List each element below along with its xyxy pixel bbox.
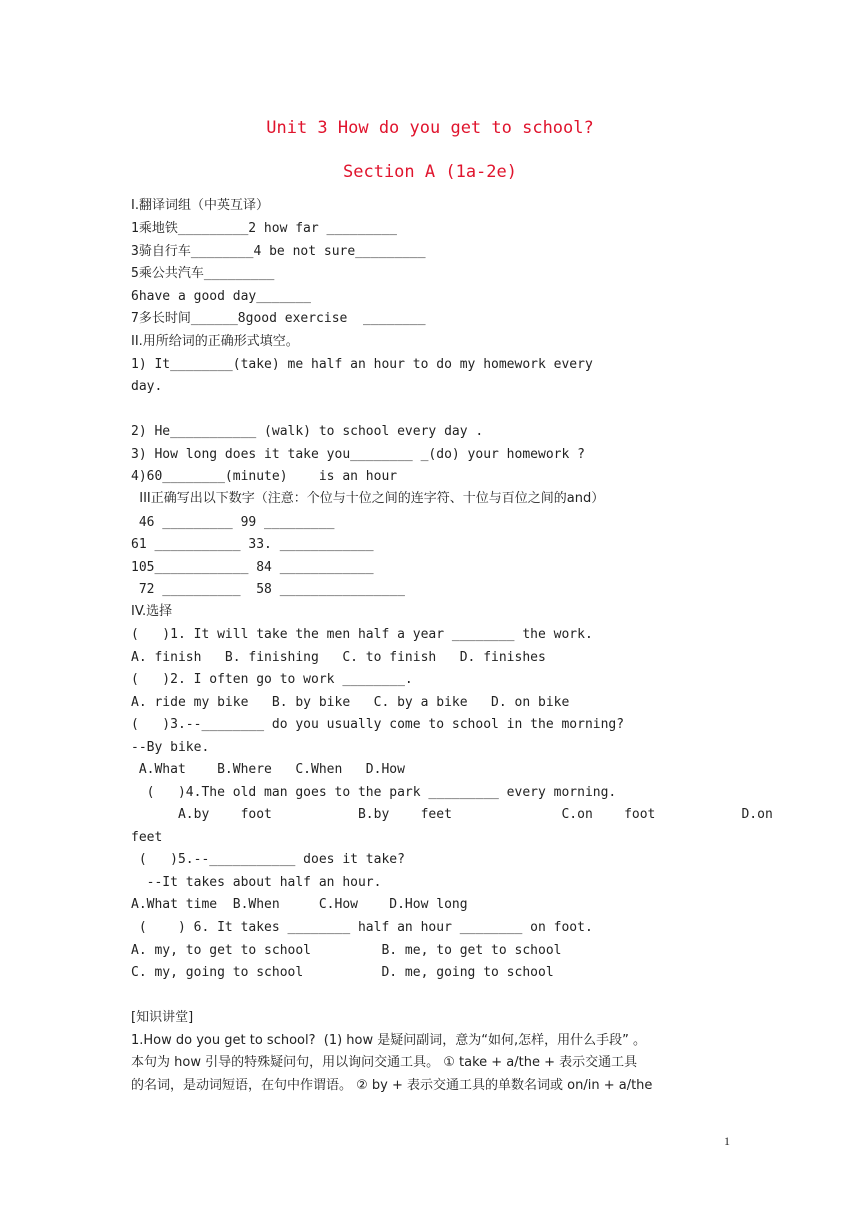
text-line: feet — [131, 830, 163, 845]
text-line: 7多长时间______8good exercise ________ — [131, 311, 426, 326]
text-line: 本句为 how 引导的特殊疑问句，用以询问交通工具。 ① take + a/the + 表示交通工具 — [131, 1055, 638, 1070]
text-line: ( ) 6. It takes ________ half an hour ________ on foot. — [131, 920, 593, 935]
text-line: 2) He___________ (walk) to school every day . — [131, 424, 484, 439]
text-line: ( )2. I often go to work ________. — [131, 672, 413, 687]
text-line: ( )3.--________ do you usually come to school in the morning? — [131, 717, 625, 732]
text-line: ( )5.--___________ does it take? — [131, 852, 405, 867]
text-line: 的名词，是动词短语，在句中作谓语。 ② by + 表示交通工具的单数名词或 on/in + a/the — [131, 1078, 653, 1093]
text-line: I.翻译词组（中英互译） — [131, 198, 269, 213]
page-number: 1 — [724, 1134, 730, 1148]
text-line: A. finish B. finishing C. to finish D. finishes — [131, 650, 546, 665]
text-line: 72 __________ 58 ________________ — [131, 582, 405, 597]
text-line: 6have a good day_______ — [131, 289, 312, 304]
text-line: IV.选择 — [131, 604, 173, 619]
text-line: A.What time B.When C.How D.How long — [131, 897, 468, 912]
text-line: 3骑自行车________4 be not sure_________ — [131, 244, 426, 259]
text-line: A. my, to get to school B. me, to get to school — [131, 943, 562, 958]
text-line: 4)60________(minute) is an hour — [131, 469, 398, 484]
text-line: 3) How long does it take you________ _(do) your homework ? — [131, 447, 585, 462]
text-line: III正确写出以下数字（注意：个位与十位之间的连字符、十位与百位之间的and） — [131, 491, 605, 506]
unit-title: Unit 3 How do you get to school? — [266, 118, 594, 138]
section-title: Section A (1a-2e) — [343, 162, 517, 182]
text-line: A. ride my bike B. by bike C. by a bike D. on bike — [131, 695, 570, 710]
text-line: ( )1. It will take the men half a year ________ the work. — [131, 627, 593, 642]
text-line: 5乘公共汽车_________ — [131, 266, 275, 281]
text-line: ( )4.The old man goes to the park _________ every morning. — [131, 785, 617, 800]
text-line: 1乘地铁_________2 how far _________ — [131, 221, 397, 236]
text-line: 61 ___________ 33. ____________ — [131, 537, 374, 552]
text-line: C. my, going to school D. me, going to school — [131, 965, 554, 980]
text-line: 1) It________(take) me half an hour to do my homework every — [131, 357, 593, 372]
text-line: --By bike. — [131, 740, 210, 755]
text-line: --It takes about half an hour. — [131, 875, 382, 890]
text-line: 46 _________ 99 _________ — [131, 515, 335, 530]
text-line: 1.How do you get to school? (1) how 是疑问副词，意为“如何,怎样，用什么手段” 。 — [131, 1033, 646, 1048]
text-line: A.What B.Where C.When D.How — [131, 762, 405, 777]
text-line: A.by foot B.by feet C.on foot D.on — [131, 807, 773, 822]
text-line: [知识讲堂] — [131, 1010, 194, 1025]
text-line: day. — [131, 379, 163, 394]
text-line: II.用所给词的正确形式填空。 — [131, 334, 299, 349]
text-line: 105____________ 84 ____________ — [131, 560, 374, 575]
